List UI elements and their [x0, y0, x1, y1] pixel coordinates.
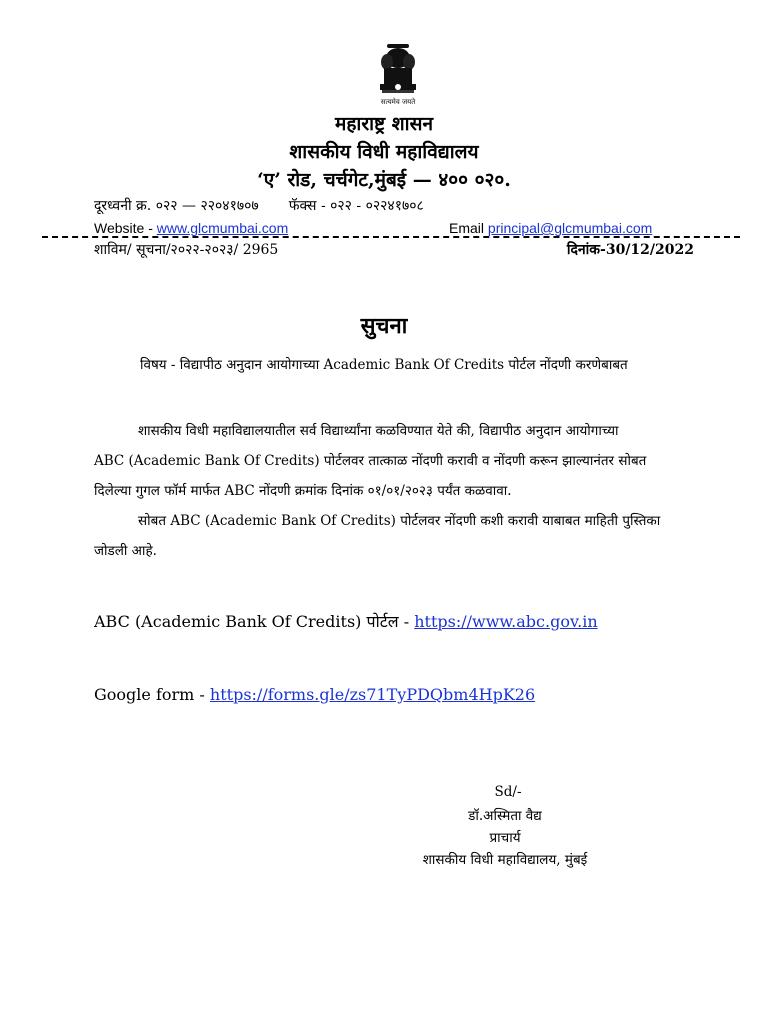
- notice-title: सुचना: [360, 313, 408, 339]
- email-label: Email: [449, 220, 488, 236]
- emblem-icon: [370, 40, 426, 110]
- header-address: ‘ए’ रोड, चर्चगेट,मुंबई — ४०० ०२०.: [257, 169, 511, 191]
- header-divider: [42, 236, 740, 238]
- header-government: महाराष्ट्र शासन: [334, 113, 433, 135]
- body-line: दिलेल्या गुगल फॉर्म मार्फत ABC नोंदणी क्रमांक दिनांक ०१/०१/२०२३ पर्यंत कळवावा.: [94, 483, 512, 499]
- fax-number: फॅक्स - ०२२ - ०२२४१७०८: [288, 198, 424, 214]
- google-form-link[interactable]: https://forms.gle/zs71TyPDQbm4HpK26: [209, 685, 536, 704]
- notice-body: [94, 416, 714, 566]
- google-form-label: Google form -: [94, 685, 210, 704]
- abc-portal-line: [94, 610, 598, 632]
- reference-number: शाविम/ सूचना/२०२२-२०२३/ 2965: [94, 242, 279, 258]
- body-line: जोडली आहे.: [94, 543, 157, 559]
- body-line: शासकीय विधी महाविद्यालयातील सर्व विद्यार्थ्यांना कळविण्यात येते की, विद्यापीठ अनुदान आयोगाच्या: [138, 423, 619, 439]
- emblem-motto: सत्यमेव जयते: [380, 98, 416, 106]
- body-line: ABC (Academic Bank Of Credits) पोर्टलवर तात्काळ नोंदणी करावी व नोंदणी करून झाल्यानंतर सोबत: [94, 453, 647, 469]
- notice-date: दिनांक-30/12/2022: [566, 242, 694, 258]
- website-label: Website -: [94, 220, 157, 236]
- body-line: सोबत ABC (Academic Bank Of Credits) पोर्टलवर नोंदणी कशी करावी याबाबत माहिती पुस्तिका: [138, 513, 661, 529]
- google-form-line: [94, 685, 535, 704]
- notice-subject: विषय - विद्यापीठ अनुदान आयोगाच्या Academic Bank Of Credits पोर्टल नोंदणी करणेबाबत: [140, 357, 628, 373]
- header-college-name: शासकीय विधी महाविद्यालय: [289, 141, 479, 163]
- contact-phone-fax: [94, 196, 424, 215]
- signatory-name: डॉ.अस्मिता वैद्य: [468, 808, 542, 824]
- signature-sd: Sd/-: [494, 784, 522, 800]
- phone-number: दूरध्वनी क्र. ०२२ — २२०४१७०७: [94, 198, 259, 214]
- abc-portal-link[interactable]: https://www.abc.gov.in: [414, 612, 598, 631]
- abc-portal-label: ABC (Academic Bank Of Credits) पोर्टल -: [94, 612, 415, 631]
- signatory-institution: शासकीय विधी महाविद्यालय, मुंबई: [422, 852, 588, 868]
- website-link[interactable]: www.glcmumbai.com: [156, 220, 289, 236]
- state-emblem: [370, 40, 426, 110]
- email-line: [449, 220, 652, 236]
- signatory-designation: प्राचार्य: [489, 830, 521, 846]
- website-line: [94, 220, 288, 236]
- email-link[interactable]: principal@glcmumbai.com: [487, 220, 653, 236]
